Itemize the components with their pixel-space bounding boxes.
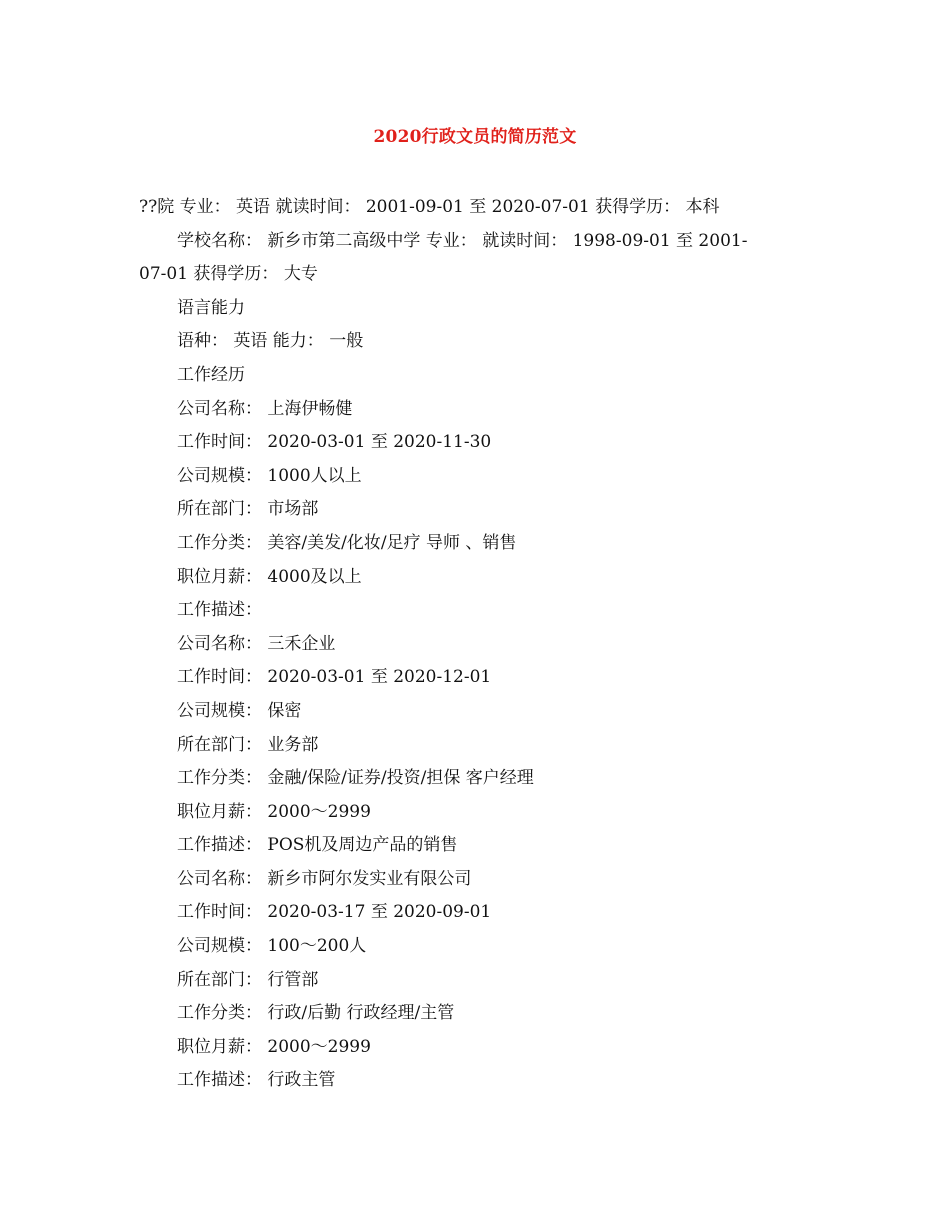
job-company: 公司名称： 上海伊畅健 (177, 398, 353, 419)
job-entry (139, 393, 819, 628)
education-line: 学校名称： 新乡市第二高级中学 专业： 就读时间： 1998-09-01 至 2001- (177, 230, 748, 251)
job-salary: 职位月薪： 2000～2999 (177, 801, 371, 822)
job-salary: 职位月薪： 4000及以上 (177, 566, 362, 587)
job-description: 工作描述： 行政主管 (177, 1070, 336, 1091)
job-department: 所在部门： 行管部 (177, 969, 319, 990)
job-salary: 职位月薪： 2000～2999 (177, 1036, 371, 1057)
job-department: 所在部门： 业务部 (177, 734, 319, 755)
document-title: 2020行政文员的简历范文 (373, 127, 577, 147)
job-description: 工作描述： (177, 600, 262, 621)
section-heading-work: 工作经历 (177, 364, 245, 385)
job-company: 公司名称： 新乡市阿尔发实业有限公司 (177, 868, 472, 889)
job-category: 工作分类： 行政/后勤 行政经理/主管 (177, 1003, 455, 1024)
job-period: 工作时间： 2020-03-17 至 2020-09-01 (177, 902, 492, 923)
education-line-continued: 07-01 获得学历： 大专 (139, 264, 318, 285)
job-period: 工作时间： 2020-03-01 至 2020-11-30 (177, 432, 492, 453)
job-category: 工作分类： 金融/保险/证券/投资/担保 客户经理 (177, 768, 534, 789)
job-company-size: 公司规模： 1000人以上 (177, 465, 362, 486)
job-category: 工作分类： 美容/美发/化妆/足疗 导师 、销售 (177, 532, 517, 553)
job-company: 公司名称： 三禾企业 (177, 633, 336, 654)
job-period: 工作时间： 2020-03-01 至 2020-12-01 (177, 667, 492, 688)
job-description: 工作描述： POS机及周边产品的销售 (177, 835, 458, 856)
education-paragraph (139, 225, 819, 292)
job-company-size: 公司规模： 保密 (177, 700, 302, 721)
education-line: ??院 专业： 英语 就读时间： 2001-09-01 至 2020-07-01 获得学历： 本科 (139, 197, 720, 217)
document-body (139, 191, 819, 1098)
section-heading-language: 语言能力 (177, 297, 245, 318)
language-line: 语种： 英语 能力： 一般 (177, 331, 364, 352)
job-department: 所在部门： 市场部 (177, 499, 319, 520)
job-entry (139, 863, 819, 1098)
job-company-size: 公司规模： 100～200人 (177, 936, 367, 957)
job-entry (139, 628, 819, 863)
